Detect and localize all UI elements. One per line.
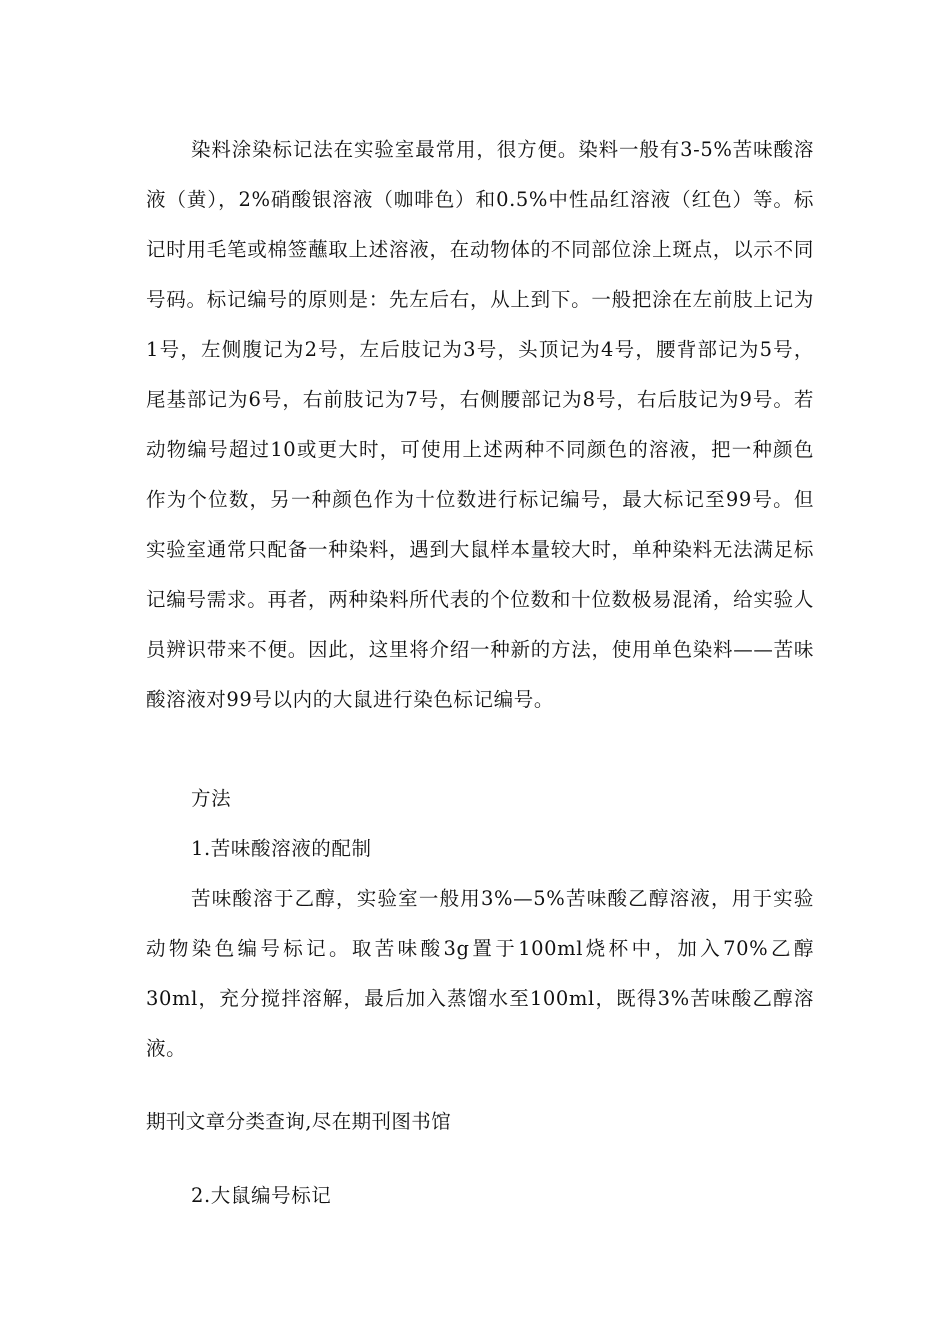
journal-note: 期刊文章分类查询,尽在期刊图书馆: [146, 1110, 452, 1133]
method-heading: 方法: [191, 787, 232, 810]
intro-paragraph: 染料涂染标记法在实验室最常用，很方便。染料一般有3-5%苦味酸溶液（黄），2%硝酸银溶液（咖啡色）和0.5%中性品红溶液（红色）等。标记时用毛笔或棉签蘸取上述溶液，在动物体的不同部位涂上斑点，以示不同号码。标记编号的原则是：先左后右，从上到下。一般把涂在左前肢上记为1号，左侧腹记为2号，左后肢记为3号，头顶记为4号，腰背部记为5号，尾基部记为6号，右前肢记为7号，右侧腰部记为8号，右后肢记为9号。若动物编号超过10或更大时，可使用上述两种不同颜色的溶液，把一种颜色作为个位数，另一种颜色作为十位数进行标记编号，最大标记至99号。但实验室通常只配备一种染料，遇到大鼠样本量较大时，单种染料无法满足标记编号需求。再者，两种染料所代表的个位数和十位数极易混淆，给实验人员辨识带来不便。因此，这里将介绍一种新的方法，使用单色染料——苦味酸溶液对99号以内的大鼠进行染色标记编号。: [146, 138, 814, 711]
marking-heading: 2.大鼠编号标记: [191, 1184, 332, 1207]
preparation-paragraph: 苦味酸溶于乙醇，实验室一般用3%—5%苦味酸乙醇溶液，用于实验动物染色编号标记。取苦味酸3g置于100ml烧杯中，加入70%乙醇30ml，充分搅拌溶解，最后加入蒸馏水至100ml，既得3%苦味酸乙醇溶液。: [146, 887, 814, 1060]
preparation-heading: 1.苦味酸溶液的配制: [191, 837, 372, 860]
